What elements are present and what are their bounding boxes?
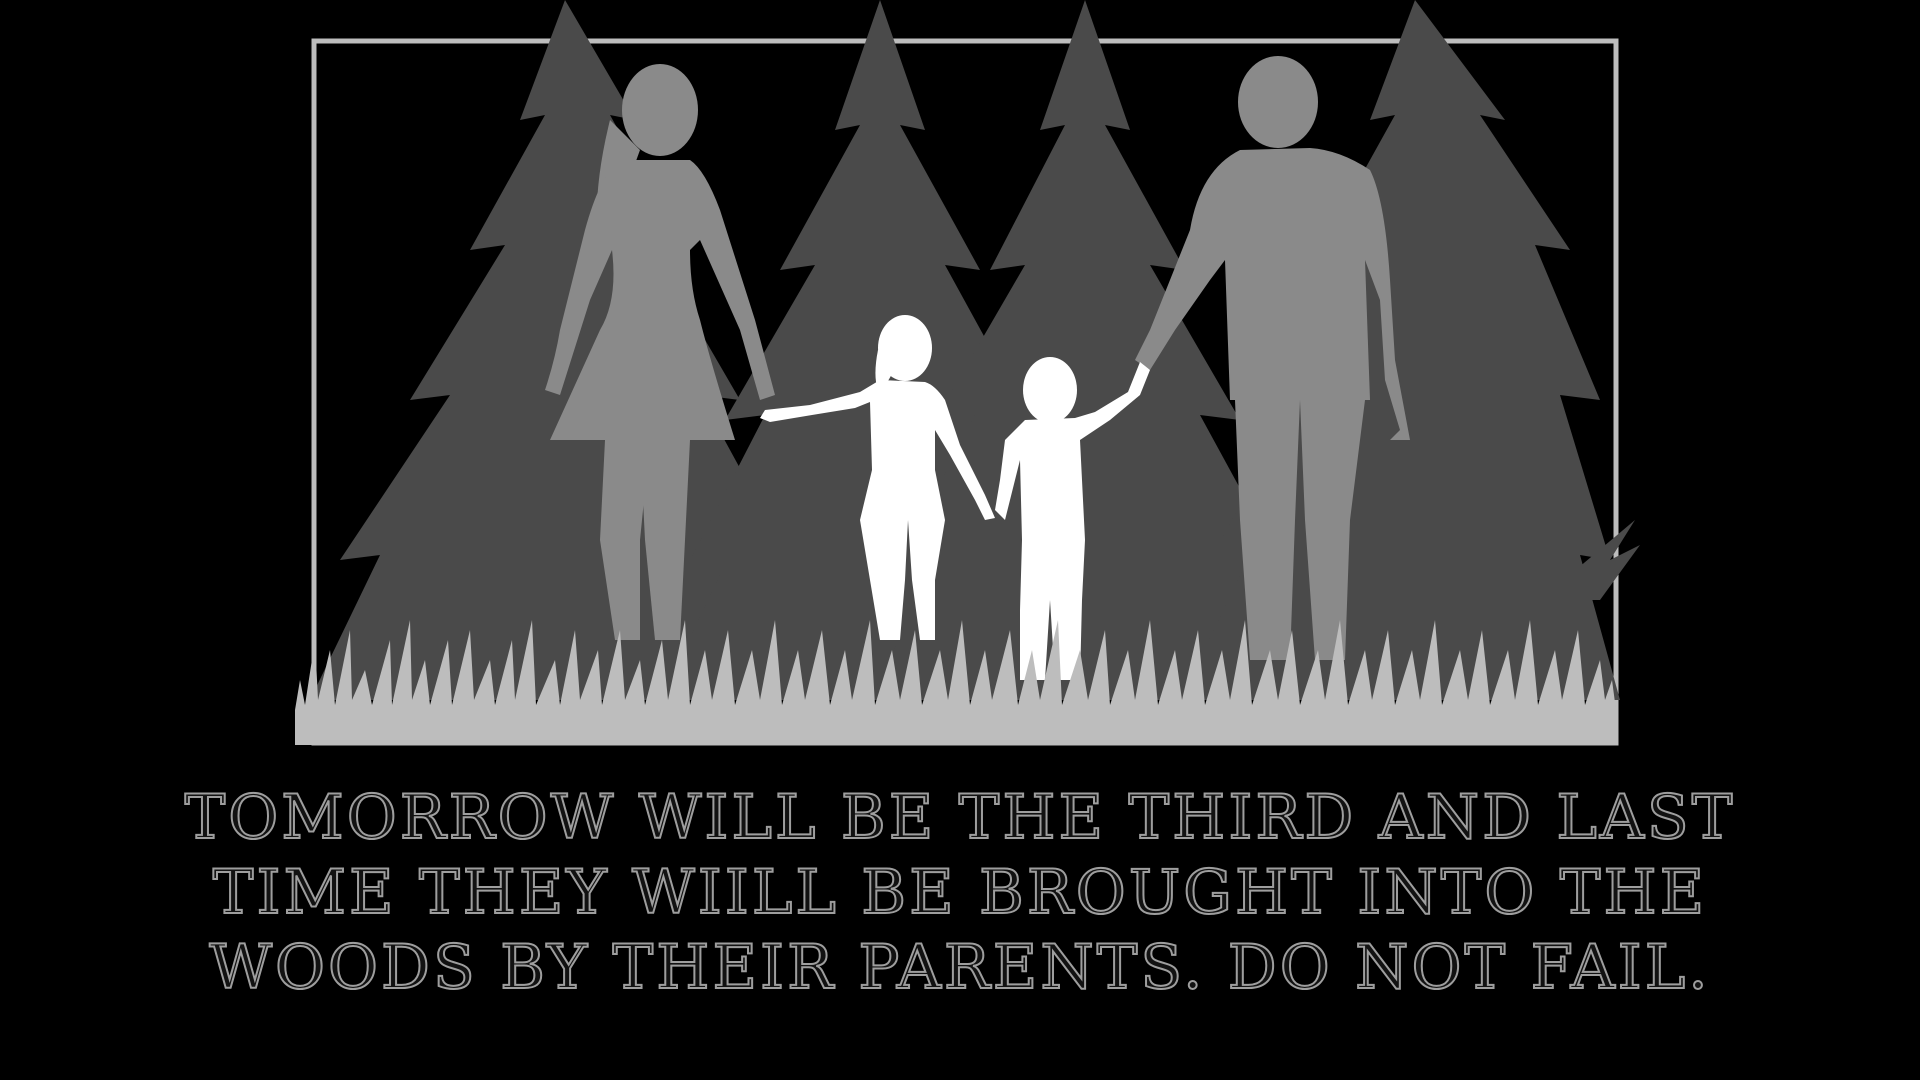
narration-text	[160, 780, 1760, 1005]
narration-line: TIME THEY WIILL BE BROUGHT INTO THE	[212, 857, 1708, 928]
narration-line: WOODS BY THEIR PARENTS. DO NOT FAIL.	[209, 932, 1711, 1003]
pine-trees	[310, 0, 1640, 700]
narration-line: TOMORROW WILL BE THE THIRD AND LAST	[184, 782, 1736, 853]
